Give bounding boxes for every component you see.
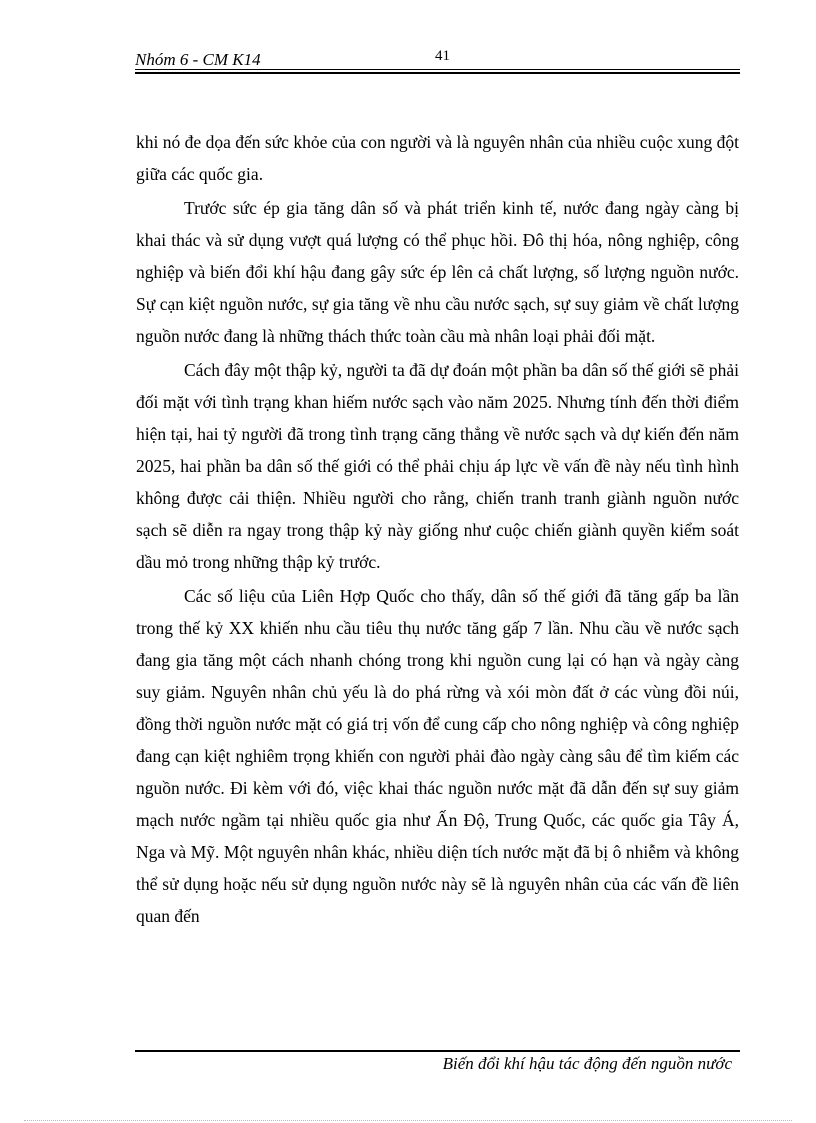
page-edge-divider	[24, 1120, 792, 1121]
header-rule-thin	[135, 69, 740, 70]
paragraph: Cách đây một thập kỷ, người ta đã dự đoán một phần ba dân số thế giới sẽ phải đối mặt với tình trạng khan hiếm nước sạch vào năm 2025. Nhưng tính đến thời điểm hiện tại, hai tỷ người đã trong tình trạng căng thẳng về nước sạch và dự kiến đến năm 2025, hai phần ba dân số thế giới có thể phải chịu áp lực về vấn đề này nếu tình hình không được cải thiện. Nhiều người cho rằng, chiến tranh tranh giành nguồn nước sạch sẽ diễn ra ngay trong thập kỷ này giống như cuộc chiến giành quyền kiểm soát dầu mỏ trong những thập kỷ trước.	[136, 360, 739, 572]
paragraph-continued: khi nó đe dọa đến sức khỏe của con người và là nguyên nhân của nhiều cuộc xung đột giữa các quốc gia.	[136, 132, 739, 184]
header-group-label: Nhóm 6 - CM K14	[135, 50, 261, 69]
footer-rule	[135, 1050, 740, 1052]
header-rule-thick	[135, 72, 740, 74]
paragraph: Các số liệu của Liên Hợp Quốc cho thấy, dân số thế giới đã tăng gấp ba lần trong thế kỷ XX khiến nhu cầu tiêu thụ nước tăng gấp 7 lần. Nhu cầu về nước sạch đang gia tăng một cách nhanh chóng trong khi nguồn cung lại có hạn và ngày càng suy giảm. Nguyên nhân chủ yếu là do phá rừng và xói mòn đất ở các vùng đồi núi, đồng thời nguồn nước mặt có giá trị vốn để cung cấp cho nông nghiệp và công nghiệp đang cạn kiệt nghiêm trọng khiến con người phải đào ngày càng sâu để tìm kiếm các nguồn nước. Đi kèm với đó, việc khai thác nguồn nước mặt đã dẫn đến sự suy giảm mạch nước ngầm tại nhiều quốc gia như Ấn Độ, Trung Quốc, các quốc gia Tây Á, Nga và Mỹ. Một nguyên nhân khác, nhiều diện tích nước mặt đã bị ô nhiễm và không thể sử dụng hoặc nếu sử dụng nguồn nước này sẽ là nguyên nhân của các vấn đề liên quan đến	[136, 586, 739, 926]
footer-title: Biến đổi khí hậu tác động đến nguồn nước	[442, 1054, 732, 1073]
paragraph: Trước sức ép gia tăng dân số và phát triển kinh tế, nước đang ngày càng bị khai thác và sử dụng vượt quá lượng có thể phục hồi. Đô thị hóa, nông nghiệp, công nghiệp và biến đổi khí hậu đang gây sức ép lên cả chất lượng, số lượng nguồn nước. Sự cạn kiệt nguồn nước, sự gia tăng về nhu cầu nước sạch, sự suy giảm về chất lượng nguồn nước đang là những thách thức toàn cầu mà nhân loại phải đối mặt.	[136, 198, 739, 346]
body-text	[136, 126, 739, 934]
page-number: 41	[435, 48, 450, 64]
